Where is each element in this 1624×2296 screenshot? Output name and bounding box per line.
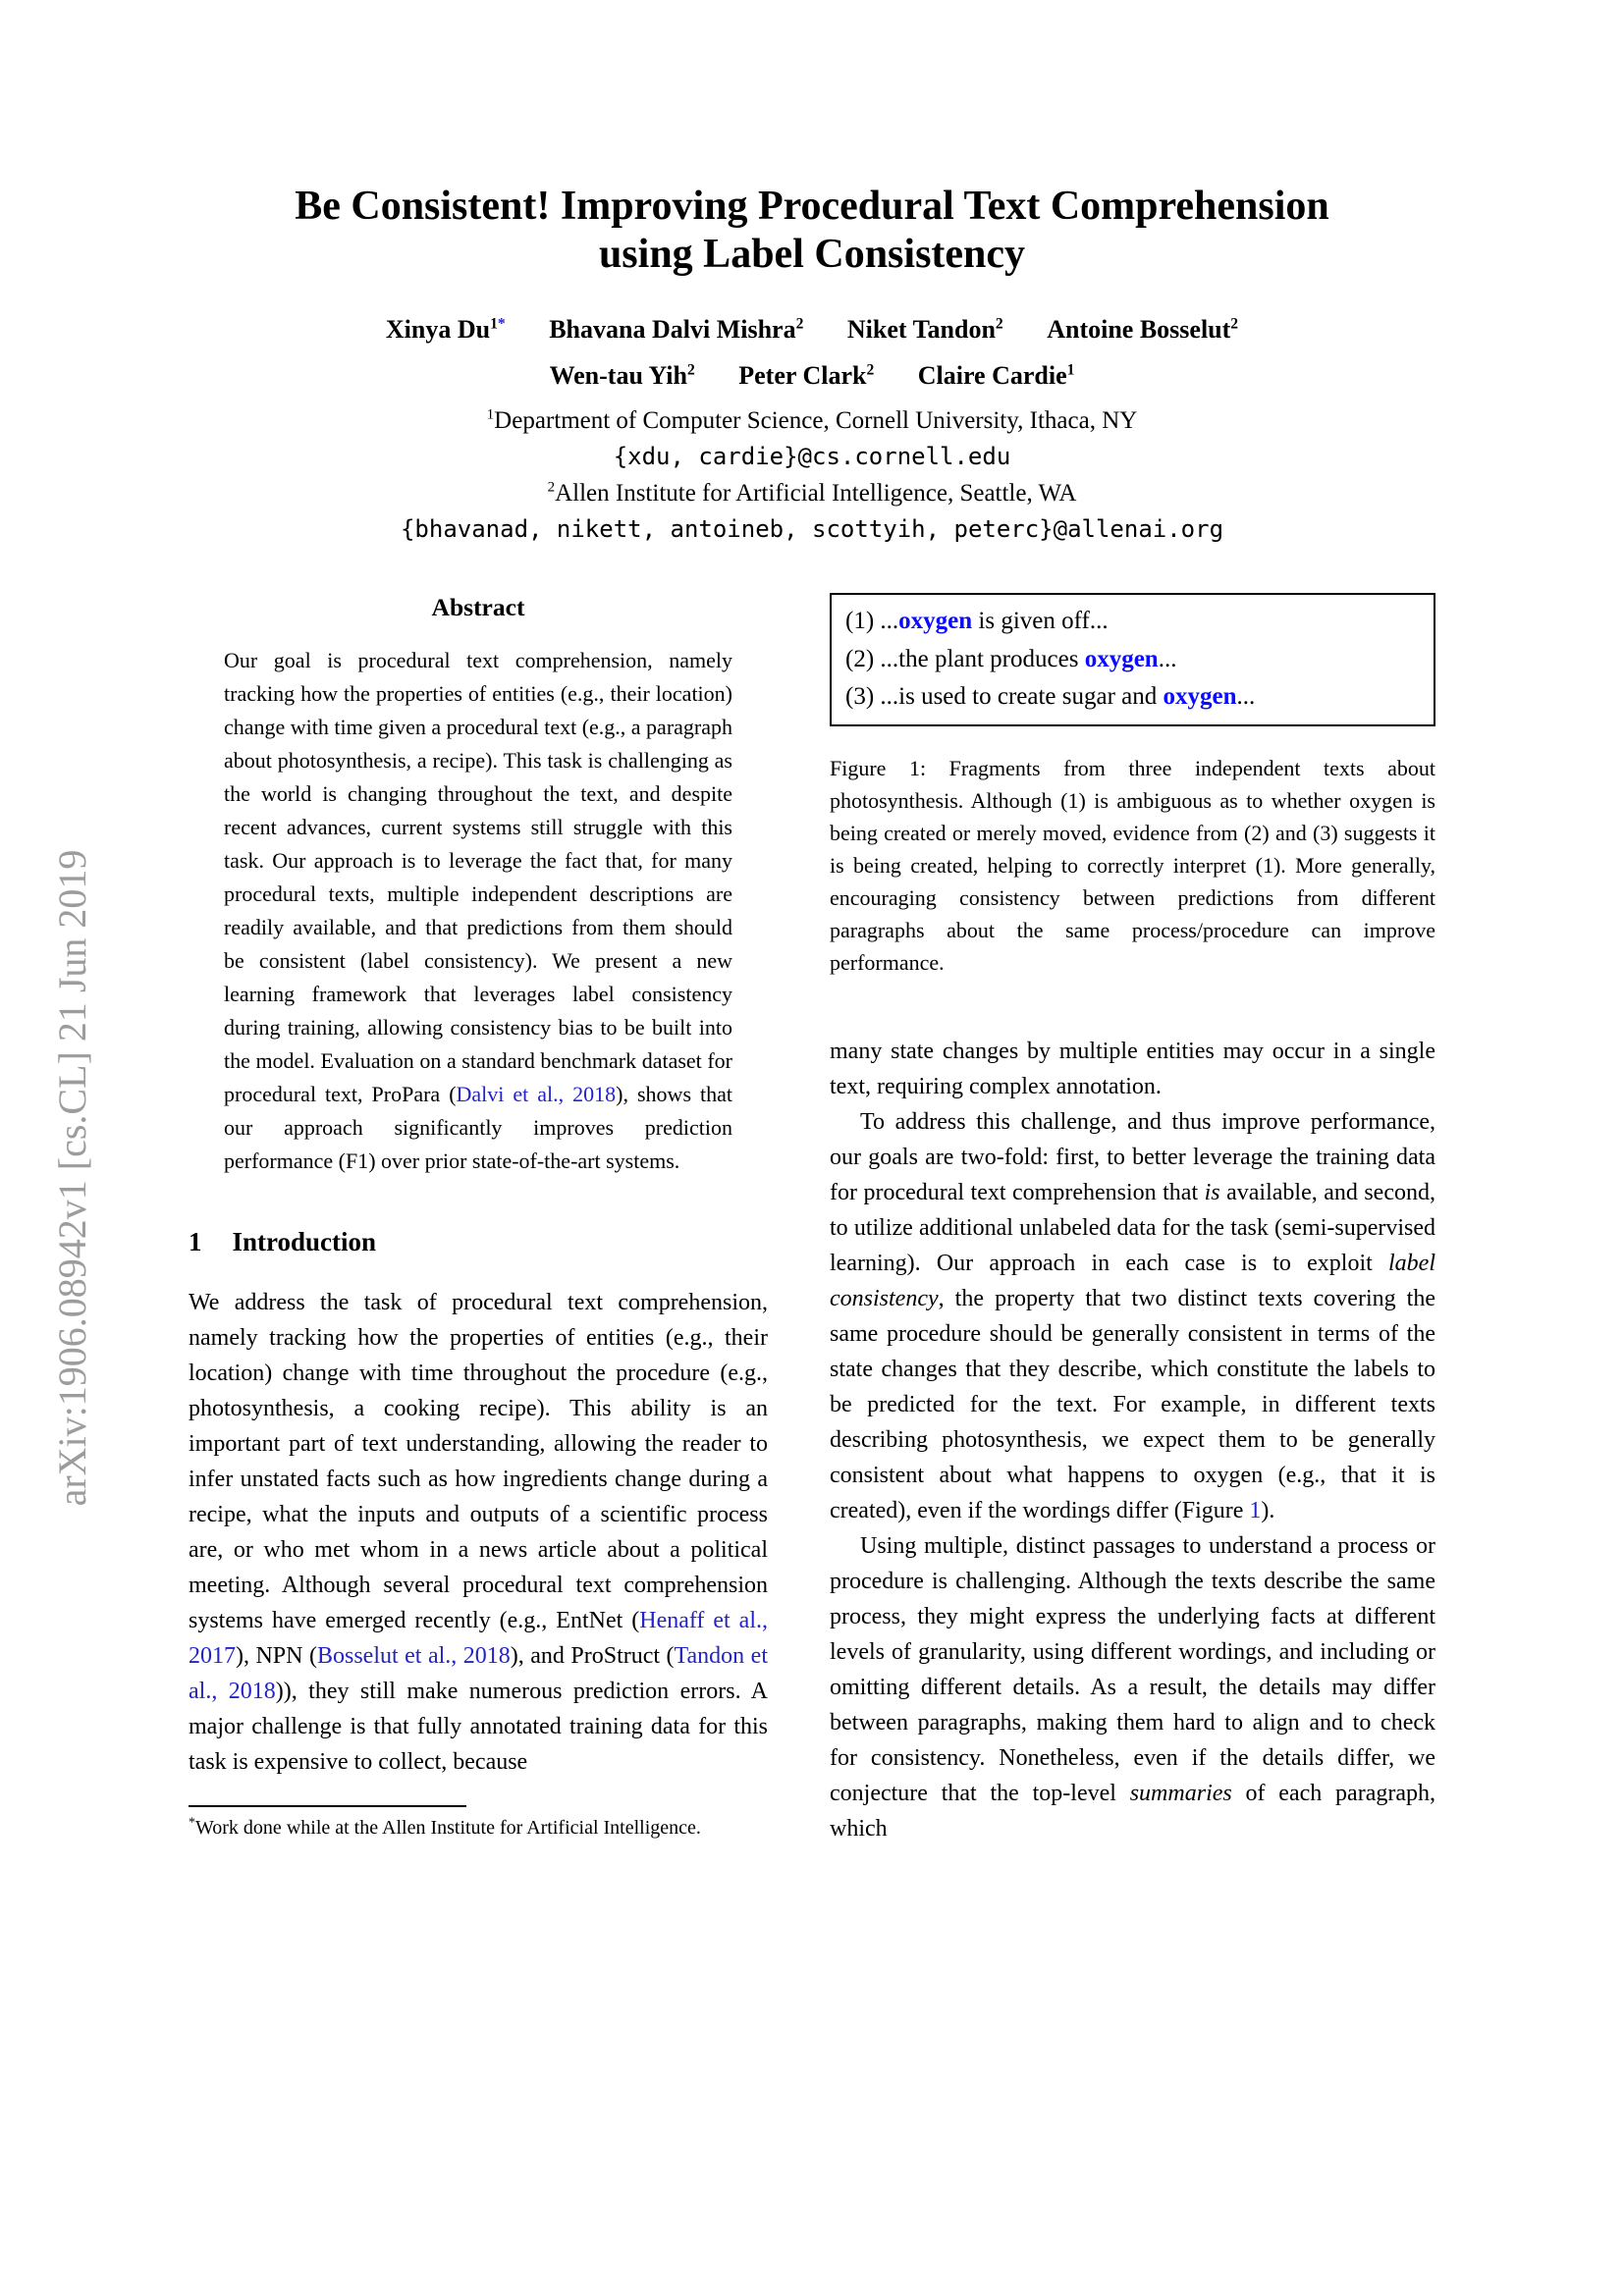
figure1-line-2: (2) ...the plant produces oxygen... <box>845 645 1177 672</box>
author-name: Xinya $Du^{1*}$ <box>385 315 506 344</box>
citation-link[interactable]: Tandon et al., 2018 <box>189 1643 768 1704</box>
author-name: Peter Clark$^2$ <box>738 361 875 390</box>
body-paragraph: To address this challenge, and thus improve performance, our goals are two-fold: first, to better leverage the training data for procedural text comprehension that is available, and second, to utilize additional unlabeled data for the task (semi-supervised learning). Our approach in each case is to exploit label consistency, the property that two distinct texts covering the same procedure should be generally consistent in terms of the state changes that they describe, which constitute the labels to be predicted for the text. For example, in different texts describing photosynthesis, we expect them to be generally consistent about what happens to oxygen (e.g., that it is created), even if the wordings differ (Figure 1). <box>830 1108 1435 1523</box>
keyword-highlight: oxygen <box>898 608 973 634</box>
section-title: Introduction <box>232 1227 377 1256</box>
author-superscript: 2 <box>1230 315 1239 333</box>
emphasis-text: is <box>1204 1179 1220 1205</box>
abstract-text: Our goal is procedural text comprehension, namely tracking how the properties of entities (e.g., their location) change with time given a procedural text (e.g., a paragraph about photosynthesis, a recipe). This task is challenging as the world is changing throughout the text, and despite recent advances, current systems still struggle with this task. Our approach is to leverage the fact that, for many procedural texts, multiple independent descriptions are readily available, and that predictions from them should be consistent (label consistency). We present a new learning framework that leverages label consistency during training, allowing consistency bias to be built into the model. Evaluation on a standard benchmark dataset for procedural text, ProPara (Dalvi et al., 2018), shows that our approach significantly improves prediction performance (F1) over prior state-of-the-art systems. <box>224 648 732 1173</box>
figure1-line-3: (3) ...is used to create sugar and oxygen... <box>845 683 1256 710</box>
paper-title-line1: Be Consistent! Improving Procedural Text Comprehension <box>295 184 1329 229</box>
author-block <box>0 306 1624 399</box>
section-heading-introduction <box>189 1227 768 1257</box>
author-superscript: 2 <box>686 361 695 379</box>
paper-title-line2: using Label Consistency <box>598 232 1026 277</box>
affiliation-line-1: $^1$Department of Computer Science, Cornell University, Ithaca, NY <box>486 406 1138 434</box>
author-name: Claire Cardie$^1$ <box>917 361 1075 390</box>
affiliation-block <box>0 402 1624 548</box>
author-name: Bhavana Dalvi Mishra$^2$ <box>549 315 804 344</box>
footnote-star: * <box>497 315 506 333</box>
citation-link[interactable]: 1 <box>1249 1497 1262 1523</box>
figure1-caption: Figure 1: Fragments from three independent texts about photosynthesis. Although (1) is ambiguous as to whether oxygen is being created or merely moved, evidence from (2) and (3) suggests it is being created, helping to correctly interpret (1). More generally, encouraging consistency between predictions from different paragraphs about the same process/procedure can improve performance. <box>830 755 1435 975</box>
citation-link[interactable]: Dalvi et al., 2018 <box>456 1082 617 1106</box>
figure1-line-1: (1) ...oxygen is given off... <box>845 608 1109 634</box>
email-line-cornell: {xdu, cardie}@cs.cornell.edu <box>613 443 1011 470</box>
footnote <box>189 1805 768 1841</box>
author-superscript: 1 <box>1066 361 1075 379</box>
footnote-mark: * <box>189 1815 195 1831</box>
affiliation-line-2: $^2$Allen Institute for Artificial Intelligence, Seattle, WA <box>547 479 1077 507</box>
two-column-body <box>189 593 1435 1846</box>
emphasis-text: label consistency <box>830 1250 1435 1311</box>
right-column-text <box>830 1034 1435 1846</box>
author-superscript: 2 <box>866 361 875 379</box>
footnote-text: Work done while at the Allen Institute for Artificial Intelligence. <box>195 1817 701 1839</box>
arxiv-watermark: arXiv:1906.08942v1 [cs.CL] 21 Jun 2019 <box>50 849 94 1507</box>
citation-link[interactable]: Bosselut et al., 2018 <box>316 1643 511 1669</box>
body-paragraph: Using multiple, distinct passages to understand a process or procedure is challenging. Although the texts describe the same process, they might express the underlying facts at different levels of granularity, using different wordings, and including or omitting different details. As a result, the details may differ between paragraphs, making them hard to align and to check for consistency. Nonetheless, even if the details differ, we conjecture that the top-level summaries of each paragraph, which <box>830 1532 1436 1842</box>
paper-title <box>0 0 1624 279</box>
author-superscript: 2 <box>995 315 1003 333</box>
figure1-box <box>830 593 1435 726</box>
right-column <box>830 593 1435 1846</box>
email-line-allenai: {bhavanad, nikett, antoineb, scottyih, peterc}@allenai.org <box>400 515 1224 543</box>
keyword-highlight: oxygen <box>1163 683 1237 710</box>
abstract-heading: Abstract <box>431 593 525 621</box>
author-superscript: 1* <box>490 315 506 333</box>
author-superscript: 2 <box>795 315 804 333</box>
emphasis-text: summaries <box>1129 1780 1232 1806</box>
intro-paragraph: We address the task of procedural text comprehension, namely tracking how the properties of entities (e.g., their location) change with time throughout the procedure (e.g., photosynthesis, a cooking recipe). This ability is an important part of text understanding, allowing the reader to infer unstated facts such as how ingredients change during a recipe, what the inputs and outputs of a scientific process are, or who met whom in a news article about a political meeting. Although several procedural text comprehension systems have emerged recently (e.g., EntNet (Henaff et al., 2017), NPN (Bosselut et al., 2018), and ProStruct (Tandon et al., 2018)), they still make numerous prediction errors. A major challenge is that fully annotated training data for this task is expensive to collect, because <box>189 1290 769 1775</box>
author-name: Niket Tandon$^2$ <box>846 315 1003 344</box>
author-name: Antoine Bosselut$^2$ <box>1047 315 1239 344</box>
author-row-2 <box>0 352 1624 399</box>
left-column <box>189 593 768 1841</box>
section-number: 1 <box>189 1227 202 1256</box>
body-paragraph: many state changes by multiple entities may occur in a single text, requiring complex annotation. <box>830 1038 1435 1099</box>
author-name: Wen-tau Yih$^2$ <box>549 361 695 390</box>
author-row-1 <box>0 306 1624 352</box>
citation-link[interactable]: Henaff et al., 2017 <box>189 1608 769 1669</box>
keyword-highlight: oxygen <box>1084 645 1159 672</box>
footnote-rule <box>189 1805 466 1807</box>
